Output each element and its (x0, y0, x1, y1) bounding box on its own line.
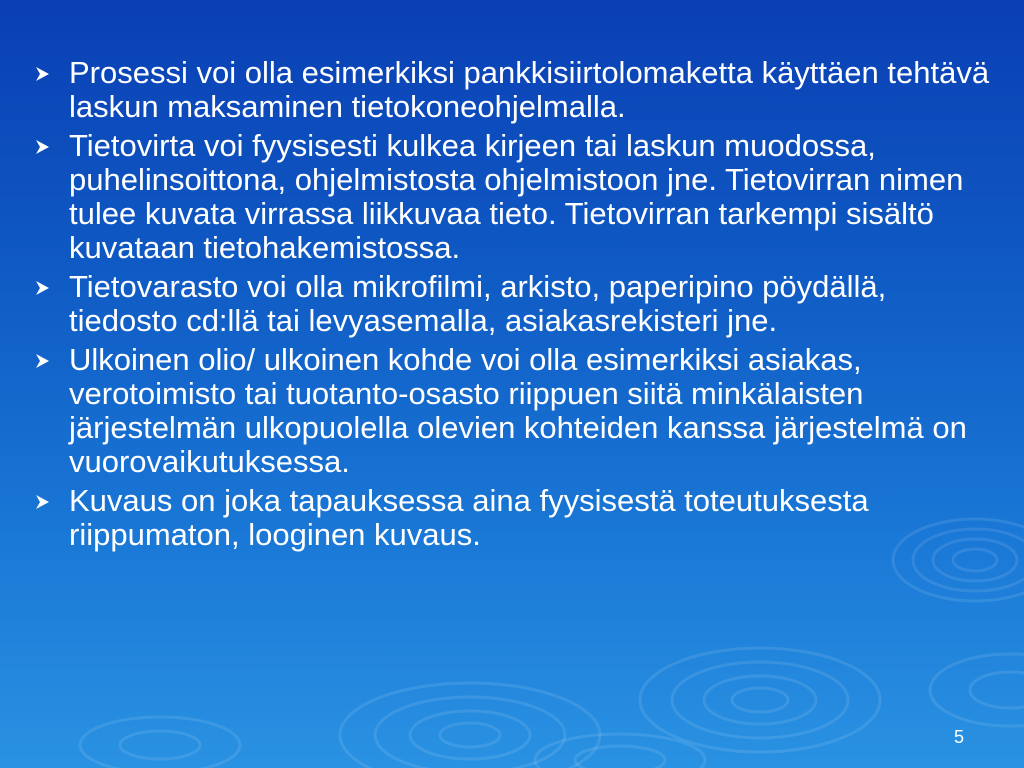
bullet-text: Prosessi voi olla esimerkiksi pankkisiirtolomaketta käyttäen tehtävä laskun maksaminen tietokoneohjelmalla. (69, 55, 990, 124)
slide-content (30, 56, 990, 557)
arrowhead-bullet-icon (34, 484, 56, 518)
bullet-item (30, 56, 990, 124)
bullet-item (30, 484, 990, 552)
page-number: 5 (953, 727, 964, 747)
bullet-item (30, 270, 990, 338)
bullet-text: Ulkoinen olio/ ulkoinen kohde voi olla esimerkiksi asiakas, verotoimisto tai tuotanto-osasto riippuen siitä minkälaisten järjestelmän ulkopuolella olevien kohteiden kanssa järjestelmä on vuorovaikutuksessa. (69, 342, 967, 479)
arrowhead-bullet-icon (34, 270, 56, 304)
bullet-item (30, 343, 990, 479)
arrowhead-bullet-icon (34, 56, 56, 90)
bullet-list (30, 56, 990, 552)
bullet-text: Tietovarasto voi olla mikrofilmi, arkisto, paperipino pöydällä, tiedosto cd:llä tai levyasemalla, asiakasrekisteri jne. (69, 269, 887, 338)
bullet-text: Tietovirta voi fyysisesti kulkea kirjeen tai laskun muodossa, puhelinsoittona, ohjelmistosta ohjelmistoon jne. Tietovirran nimen tulee kuvata virrassa liikkuvaa tieto. Tietovirran tarkempi sisältö kuvataan tietohakemistossa. (69, 128, 964, 265)
arrowhead-bullet-icon (34, 343, 56, 377)
arrowhead-bullet-icon (34, 129, 56, 163)
bullet-item (30, 129, 990, 265)
bullet-text: Kuvaus on joka tapauksessa aina fyysisestä toteutuksesta riippumaton, looginen kuvaus. (69, 483, 869, 552)
